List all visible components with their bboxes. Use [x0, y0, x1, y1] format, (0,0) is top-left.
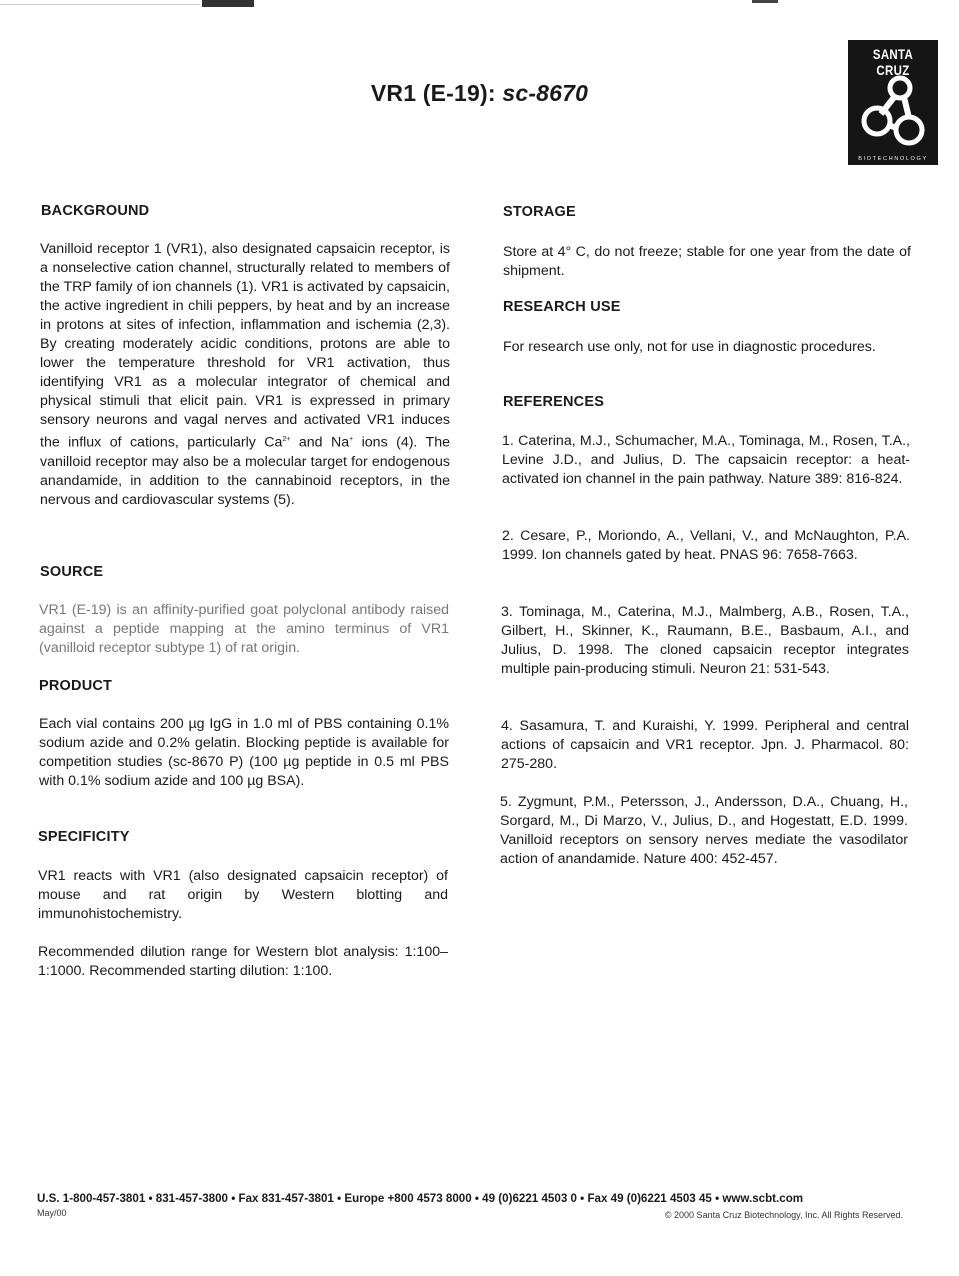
heading-product: PRODUCT [39, 678, 113, 694]
molecule-icon [853, 74, 933, 148]
title-main: VR1 (E-19): [370, 80, 496, 106]
scan-top-line [0, 4, 200, 5]
scan-top-mark-right [752, 0, 778, 3]
scan-top-mark [202, 0, 254, 7]
dilution-text: Recommended dilution range for Western blot analysis: 1:100–1:1000. Recommended starting dilution: 1:100. [38, 944, 448, 979]
page-title [0, 80, 959, 107]
storage-text: Store at 4° C, do not freeze; stable for one year from the date of shipment. [503, 244, 911, 279]
reference-item: 3. Tominaga, M., Caterina, M.J., Malmberg, A.B., Rosen, T.A., Gilbert, H., Skinner, K., Raumann, B.E., Basbaum, A.I., and Julius, D. 1998. The cloned capsaicin receptor integrates multiple pain-producing stimuli. Neuron 21: 531-543. [501, 604, 909, 677]
reference-item: 1. Caterina, M.J., Schumacher, M.A., Tominaga, M., Rosen, T.A., Levine J.D., and Julius, D. The capsaicin receptor: a heat-activated ion channel in the pain pathway. Nature 389: 816-824. [502, 433, 910, 487]
heading-references: REFERENCES [503, 394, 605, 410]
source-text: VR1 (E-19) is an affinity-purified goat polyclonal antibody raised against a peptide mapping at the amino terminus of VR1 (vanilloid receptor subtype 1) of rat origin. [39, 602, 449, 656]
logo-name: SANTA CRUZ [872, 46, 914, 78]
heading-specificity: SPECIFICITY [38, 829, 130, 845]
heading-background: BACKGROUND [41, 203, 150, 219]
reference-item: 4. Sasamura, T. and Kuraishi, Y. 1999. Peripheral and central actions of capsaicin and VR1 receptor. Jpn. J. Pharmacol. 80: 275-280. [501, 718, 909, 772]
background-text: Vanilloid receptor 1 (VR1), also designated capsaicin receptor, is a nonselective cation channel, structurally related to members of the TRP family of ion channels (1). VR1 is activated by capsaicin, the active ingredient in chili peppers, by heat and by an increase in protons at sites of infection, inflammation and ischemia (2,3). By creating moderately acidic conditions, protons are able to lower the temperature threshold for VR1 activation, thus identifying VR1 as a molecular integrator of chemical and physical stimuli that elicit pain. VR1 is expressed in primary sensory neurons and vagal nerves and activated VR1 induces the influx of cations, particularly $Ca^{2+}$ and Na+ ions (4). The vanilloid receptor may also be a molecular target for endogenous anandamide, in addition to the cannabinoid receptors, in the nervous and cardiovascular systems (5). [40, 241, 450, 508]
research-use-text: For research use only, not for use in diagnostic procedures. [503, 339, 876, 355]
logo-subtitle: BIOTECHNOLOGY [858, 156, 928, 162]
company-logo [848, 40, 938, 165]
title-catalog-number: sc-8670 [502, 80, 589, 106]
footer-date: May/00 [37, 1208, 67, 1218]
footer-contacts: U.S. 1-800-457-3801 • 831-457-3800 • Fax 831-457-3801 • Europe +800 4573 8000 • 49 (0)6221 4503 0 • Fax 49 (0)6221 4503 45 • www.scbt.com [37, 1192, 804, 1205]
heading-source: SOURCE [40, 564, 104, 580]
footer-copyright: © 2000 Santa Cruz Biotechnology, Inc. All Rights Reserved. [664, 1210, 903, 1220]
product-text: Each vial contains 200 µg IgG in 1.0 ml of PBS containing 0.1% sodium azide and 0.2% gelatin. Blocking peptide is available for competition studies (sc-8670 P) (100 µg peptide in 0.5 ml PBS with 0.1% sodium azide and 100 µg BSA). [39, 716, 449, 789]
heading-research-use: RESEARCH USE [503, 299, 621, 315]
reference-item: 2. Cesare, P., Moriondo, A., Vellani, V., and McNaughton, P.A. 1999. Ion channels gated by heat. PNAS 96: 7658-7663. [502, 528, 910, 563]
reference-item: 5. Zygmunt, P.M., Petersson, J., Andersson, D.A., Chuang, H., Sorgard, M., Di Marzo, V., Julius, D., and Hogestatt, E.D. 1999. Vanilloid receptors on sensory nerves mediate the vasodilator action of anandamide. Nature 400: 452-457. [500, 794, 908, 867]
heading-storage: STORAGE [503, 204, 576, 220]
specificity-text: VR1 reacts with VR1 (also designated capsaicin receptor) of mouse and rat origin by Western blotting and immunohistochemistry. [38, 868, 448, 922]
